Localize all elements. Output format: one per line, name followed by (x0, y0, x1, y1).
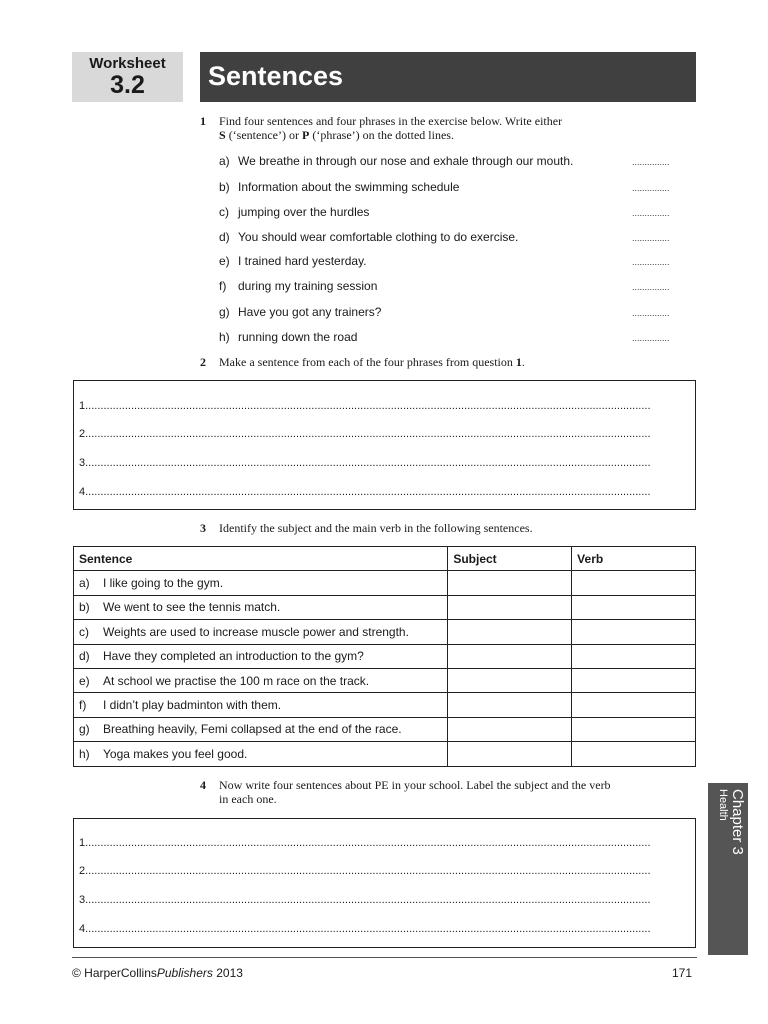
q1-item (219, 254, 367, 268)
q1-item-letter: g) (219, 305, 230, 319)
q1-item (219, 279, 377, 293)
q1-answer-dots[interactable]: ............... (632, 157, 670, 167)
row-sentence: At school we practise the 100 m race on the track. (103, 673, 370, 688)
row-letter: a) (79, 576, 90, 591)
q4-answer-line[interactable]: 4......................................................................................................................................................................................... (79, 923, 651, 935)
q1-answer-dots[interactable]: ............... (632, 333, 670, 343)
row-letter: e) (79, 673, 90, 688)
row-letter: g) (79, 722, 90, 737)
table-row (74, 693, 696, 717)
table-row (74, 620, 696, 644)
chapter-side-tab (708, 783, 748, 955)
q1-item-letter: d) (219, 230, 230, 244)
q3-instructions: Identify the subject and the main verb in the following sentences. (219, 521, 533, 535)
q1-item-letter: b) (219, 180, 230, 194)
sentence-cell (74, 742, 448, 766)
verb-cell[interactable] (572, 620, 696, 644)
row-letter: f) (79, 698, 87, 713)
page-title: Sentences (200, 52, 696, 102)
sentence-cell (74, 668, 448, 692)
chapter-topic: Health (717, 789, 729, 821)
row-sentence: I didn’t play badminton with them. (103, 698, 282, 713)
q2-number: 2 (200, 355, 206, 369)
q1-answer-dots[interactable]: ............... (632, 282, 670, 292)
q1-item-text: jumping over the hurdles (238, 205, 370, 219)
q2-text: Make a sentence from each of the four phrases from question (219, 355, 516, 369)
q1-number: 1 (200, 114, 206, 128)
verb-cell[interactable] (572, 595, 696, 619)
worksheet-number: 3.2 (110, 71, 145, 99)
q2-answer-line[interactable]: 2......................................................................................................................................................................................... (79, 428, 651, 440)
q4-answer-line[interactable]: 1......................................................................................................................................................................................... (79, 837, 651, 849)
sentence-cell (74, 717, 448, 741)
verb-cell[interactable] (572, 644, 696, 668)
q2-instructions (219, 355, 525, 369)
table-row (74, 644, 696, 668)
q1-answer-dots[interactable]: ............... (632, 308, 670, 318)
q1-instructions (219, 114, 562, 142)
q1-item-text: during my training session (238, 279, 378, 293)
page-number: 171 (672, 966, 693, 980)
q2-ref: 1 (515, 355, 522, 369)
q1-item-letter: e) (219, 254, 230, 268)
sentence-cell (74, 644, 448, 668)
subject-cell[interactable] (448, 571, 572, 595)
table-row (74, 742, 696, 766)
worksheet-label: Worksheet (89, 55, 166, 72)
subject-cell[interactable] (448, 717, 572, 741)
col-header-subject: Subject (448, 547, 572, 571)
subject-cell[interactable] (448, 693, 572, 717)
subject-cell[interactable] (448, 595, 572, 619)
verb-cell[interactable] (572, 742, 696, 766)
copyright-text: © HarperCollins (72, 966, 157, 980)
sentence-cell (74, 693, 448, 717)
sentence-cell (74, 571, 448, 595)
row-sentence: Have they completed an introduction to the gym? (103, 649, 364, 664)
q1-answer-dots[interactable]: ............... (632, 208, 670, 218)
q1-item (219, 330, 357, 344)
verb-cell[interactable] (572, 668, 696, 692)
chapter-tab-text (717, 789, 746, 855)
q1-item-letter: a) (219, 154, 230, 168)
q4-text-line1: Now write four sentences about PE in your school. Label the subject and the verb (219, 778, 611, 792)
q1-s-label: S (219, 128, 226, 142)
row-letter: d) (79, 649, 90, 664)
q2-text-end: . (521, 355, 525, 369)
row-letter: b) (79, 600, 90, 615)
q1-answer-dots[interactable]: ............... (632, 257, 670, 267)
table-header-row (74, 547, 696, 571)
q1-item-text: Have you got any trainers? (238, 305, 382, 319)
q1-item (219, 180, 459, 194)
q2-answer-line[interactable]: 1......................................................................................................................................................................................... (79, 400, 651, 412)
publisher-text: Publishers (156, 966, 213, 980)
subject-cell[interactable] (448, 742, 572, 766)
subject-cell[interactable] (448, 668, 572, 692)
row-sentence: Breathing heavily, Femi collapsed at the end of the race. (103, 722, 402, 737)
q1-text-mid1: (‘sentence’) or (225, 128, 302, 142)
q1-item-letter: f) (219, 279, 227, 293)
footer-copyright (72, 966, 243, 980)
subject-verb-table (73, 546, 696, 767)
copyright-year: 2013 (212, 966, 243, 980)
verb-cell[interactable] (572, 717, 696, 741)
q1-item-text: I trained hard yesterday. (238, 254, 367, 268)
q1-item-text: running down the road (238, 330, 358, 344)
row-sentence: I like going to the gym. (103, 576, 224, 591)
q3-number: 3 (200, 521, 206, 535)
q4-answer-line[interactable]: 2......................................................................................................................................................................................... (79, 865, 651, 877)
subject-cell[interactable] (448, 644, 572, 668)
q1-item (219, 305, 381, 319)
q4-answer-line[interactable]: 3......................................................................................................................................................................................... (79, 894, 651, 906)
q1-text-line1: Find four sentences and four phrases in the exercise below. Write either (219, 114, 563, 128)
q1-item-text: We breathe in through our nose and exhale through our mouth. (238, 154, 574, 168)
q2-answer-box (73, 380, 696, 510)
row-sentence: Yoga makes you feel good. (103, 746, 248, 761)
q4-instructions (219, 778, 611, 806)
q4-answer-box (73, 818, 696, 948)
table-row (74, 717, 696, 741)
q1-answer-dots[interactable]: ............... (632, 233, 670, 243)
q4-text-line2: in each one. (219, 792, 277, 806)
row-sentence: We went to see the tennis match. (103, 600, 281, 615)
verb-cell[interactable] (572, 693, 696, 717)
sentence-cell (74, 620, 448, 644)
q4-number: 4 (200, 778, 206, 792)
footer-divider (72, 957, 697, 958)
q1-item (219, 205, 369, 219)
chapter-label: Chapter 3 (729, 789, 746, 855)
table-row (74, 571, 696, 595)
table-row (74, 595, 696, 619)
verb-cell[interactable] (572, 571, 696, 595)
q1-item-text: You should wear comfortable clothing to do exercise. (238, 230, 519, 244)
row-letter: h) (79, 746, 90, 761)
q1-item-letter: h) (219, 330, 230, 344)
subject-cell[interactable] (448, 620, 572, 644)
q1-p-label: P (301, 128, 310, 142)
q1-text-mid2: (‘phrase’) on the dotted lines. (309, 128, 454, 142)
q1-item-letter: c) (219, 205, 229, 219)
worksheet-badge (72, 52, 183, 102)
col-header-sentence: Sentence (74, 547, 448, 571)
q1-text-line2 (219, 128, 562, 142)
row-letter: c) (79, 624, 89, 639)
table-row (74, 668, 696, 692)
sentence-cell (74, 595, 448, 619)
q2-answer-line[interactable]: 3......................................................................................................................................................................................... (79, 457, 651, 469)
col-header-verb: Verb (572, 547, 696, 571)
q1-item (219, 230, 518, 244)
q2-answer-line[interactable]: 4......................................................................................................................................................................................... (79, 486, 651, 498)
q1-answer-dots[interactable]: ............... (632, 183, 670, 193)
row-sentence: Weights are used to increase muscle power and strength. (103, 624, 409, 639)
q1-item-text: Information about the swimming schedule (238, 180, 460, 194)
q1-item (219, 154, 573, 168)
